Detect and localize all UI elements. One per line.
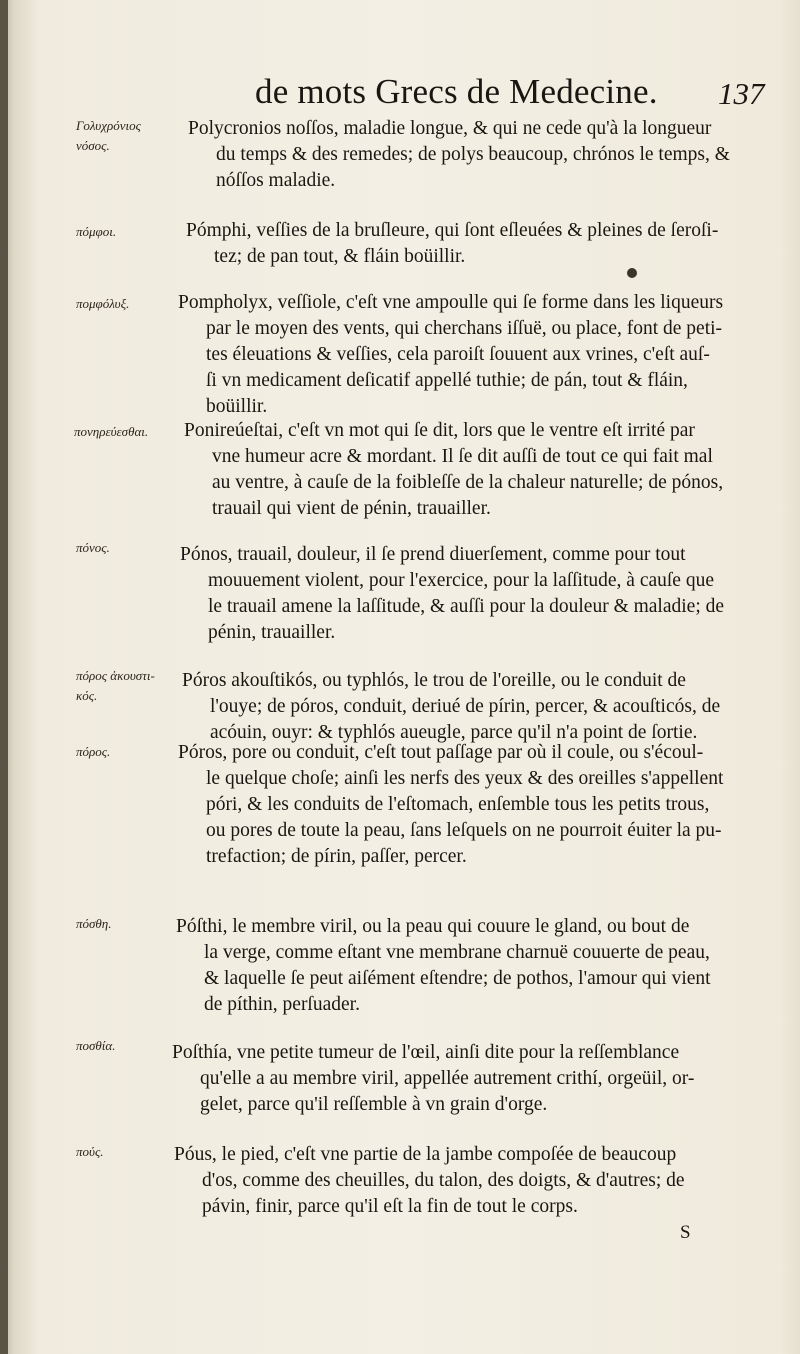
margin-gloss: ποσθία.: [76, 1038, 116, 1053]
margin-gloss: πονηρεύεσθαι.: [74, 424, 149, 439]
dictionary-entry: Pómphi, veſſies de la bruſleure, qui ſont eſleuées & pleines de ſeroſi- tez; de pan tout, & fláin boüillir.: [186, 220, 719, 267]
book-spine: [0, 0, 8, 1354]
dictionary-entry: Pónos, trauail, douleur, il ſe prend diuerſement, comme pour tout mouuement violent, pour l'exercice, pour la laſſitude, à cauſe que le trauail amene la laſſitude, & auſſi pour la douleur & maladie; de pénin, trauailler.: [180, 544, 725, 643]
margin-gloss: Γολυχρόνιος νόσος.: [76, 118, 141, 153]
margin-gloss: πομφόλυξ.: [76, 296, 130, 311]
dictionary-entry: Póſthi, le membre viril, ou la peau qui couure le gland, ou bout de la verge, comme eſtant vne membrane charnuë couuerte de peau, & laquelle ſe peut aiſément eſtendre; de pothos, l'amour qui vient de píthin, perſuader.: [176, 916, 711, 1015]
ink-blot: [627, 268, 637, 278]
dictionary-entry: Póros akouſtikós, ou typhlós, le trou de l'oreille, ou le conduit de l'ouye; de póros, conduit, deriué de pírin, percer, & acouſticós, de acóuin, ouyr: & typhlós aueugle, parce qu'il n'a point de ſortie.: [182, 670, 721, 743]
dictionary-entry: Polycronios noſſos, maladie longue, & qui ne cede qu'à la longueur du temps & des remedes; de polys beaucoup, chrónos le temps, & nóſſos maladie.: [188, 118, 730, 191]
dictionary-entry: Poſthía, vne petite tumeur de l'œil, ainſi dite pour la reſſemblance qu'elle a au membre viril, appellée autrement crithí, orgeüil, or- gelet, parce qu'il reſſemble à vn grain d'orge.: [172, 1042, 695, 1115]
signature-mark: S: [680, 1222, 691, 1243]
dictionary-entry: Ponireúeſtai, c'eſt vn mot qui ſe dit, lors que le ventre eſt irrité par vne humeur acre & mordant. Il ſe dit auſſi de tout ce qui fait mal au ventre, à cauſe de la foibleſſe de la chaleur naturelle; de pónos, trauail qui vient de pénin, trauailler.: [184, 420, 724, 519]
dictionary-entry: Pompholyx, veſſiole, c'eſt vne ampoulle qui ſe forme dans les liqueurs par le moyen des vents, qui cherchans iſſuë, ou place, font de peti- tes éleuations & veſſies, cela paroiſt ſouuent aux vrines, c'eſt auſ- ſi vn medicament deſicatif appellé tuthie; de pán, tout & fláin, boüillir.: [178, 292, 724, 417]
page-number: 137: [718, 76, 765, 111]
margin-gloss: πόσθη.: [76, 916, 112, 931]
margin-gloss: πούς.: [76, 1144, 104, 1159]
margin-gloss: πόρος ἀκουστι- κός.: [76, 668, 155, 703]
dictionary-entry: Póus, le pied, c'eſt vne partie de la jambe compoſée de beaucoup d'os, comme des cheuilles, du talon, des doigts, & d'autres; de pávin, finir, parce qu'il eſt la fin de tout le corps.: [174, 1144, 685, 1217]
page-header: [0, 72, 800, 122]
margin-gloss: πόρος.: [76, 744, 111, 759]
margin-gloss: πόμφοι.: [76, 224, 117, 239]
margin-gloss: πόνος.: [76, 540, 110, 555]
running-title: de mots Grecs de Medecine.: [255, 72, 658, 111]
dictionary-entry: Póros, pore ou conduit, c'eſt tout paſſage par où il coule, ou s'écoul- le quelque choſe; ainſi les nerfs des yeux & des oreilles s'appellent póri, & les conduits de l'eſtomach, enſemble tous les petits trous, ou pores de toute la peau, ſans leſquels on ne pourroit éuiter la pu- trefaction; de pírin, paſſer, percer.: [178, 742, 724, 867]
